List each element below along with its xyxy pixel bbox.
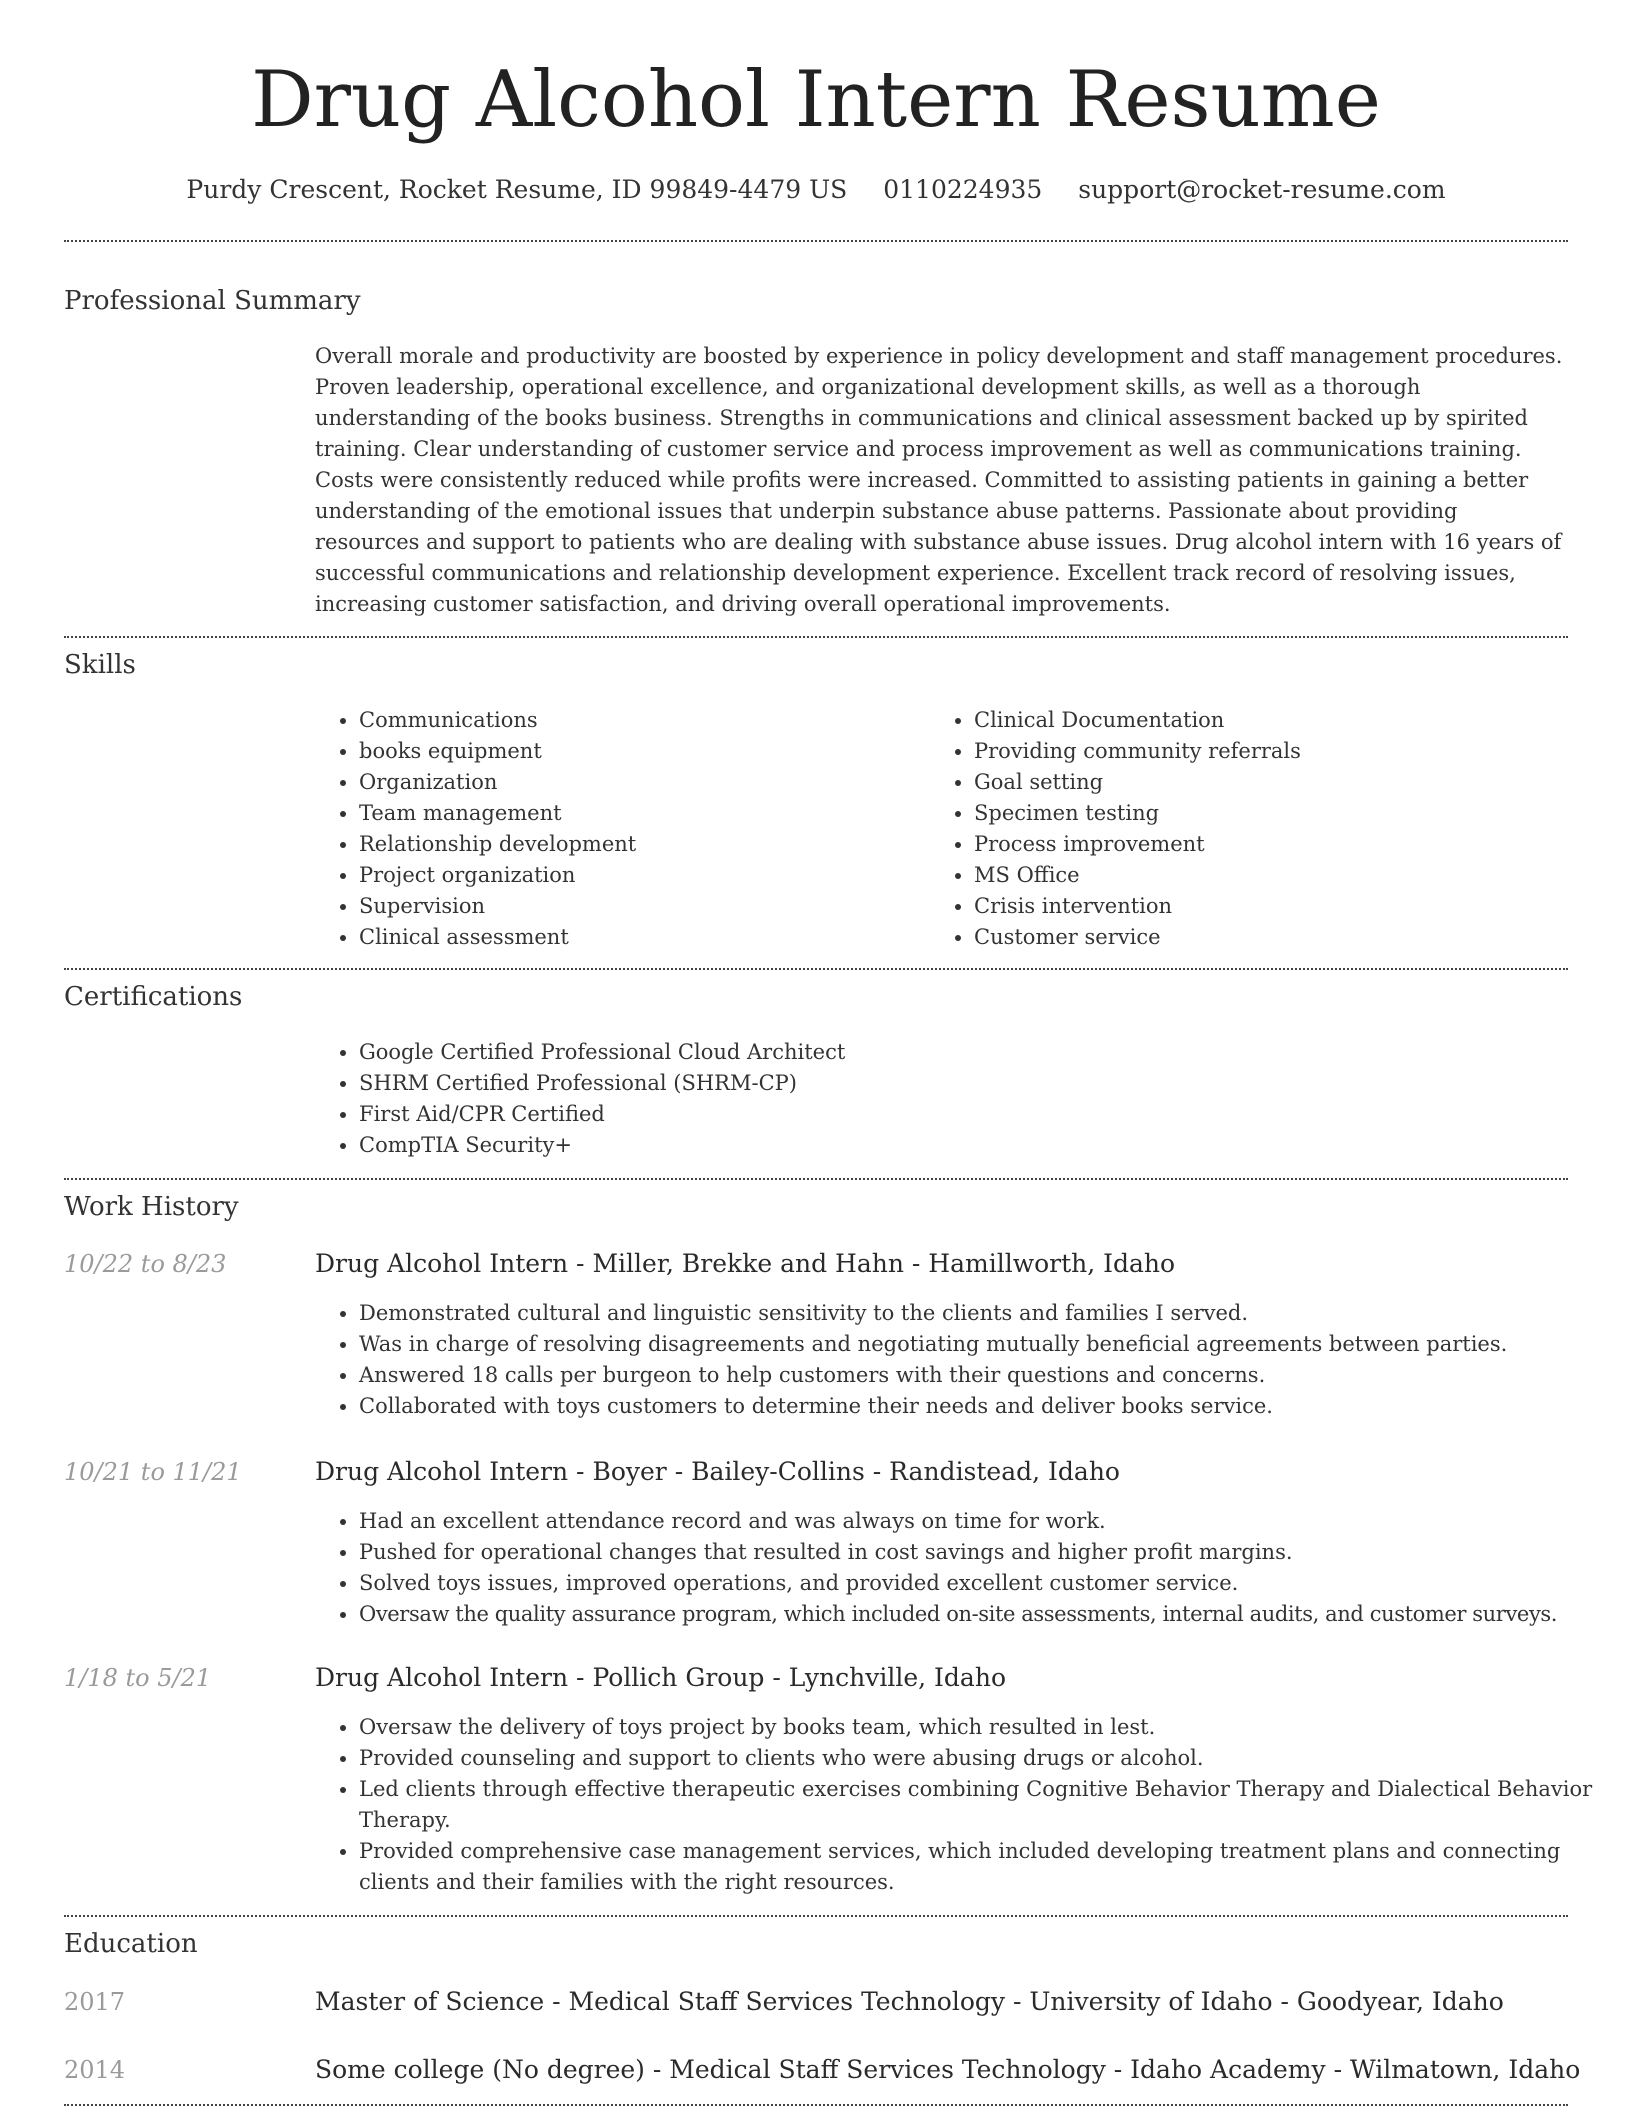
education-title: Master of Science - Medical Staff Services Technology - University of Idaho - Goodyear, Idaho <box>315 1987 1504 2016</box>
job-bullets <box>315 1712 1599 1898</box>
job-bullet: • Solved toys issues, improved operations, and provided excellent customer service. <box>359 1568 1629 1599</box>
divider <box>64 240 1568 242</box>
job-title: Drug Alcohol Intern - Miller, Brekke and Hahn - Hamillworth, Idaho <box>315 1249 1176 1278</box>
skill-item: • MS Office <box>974 860 1574 891</box>
skill-item: • Organization <box>359 767 919 798</box>
divider <box>64 1915 1568 1917</box>
summary-text: Overall morale and productivity are boosted by experience in policy development and staff management procedures. Proven leadership, operational excellence, and organizational development skills, as well as a thorough understanding of the books business. Strengths in communications and clinical assessment backed up by spirited training. Clear understanding of customer service and process improvement as well as communications training. Costs were consistently reduced while profits were increased. Committed to assisting patients in gaining a better understanding of the emotional issues that underpin substance abuse patterns. Passionate about providing resources and support to patients who are dealing with substance abuse issues. Drug alcohol intern with 16 years of successful communications and relationship development experience. Excellent track record of resolving issues, increasing customer satisfaction, and driving overall operational improvements. <box>315 344 1563 616</box>
education-title: Some college (No degree) - Medical Staff Services Technology - Idaho Academy - Wilmatown, Idaho <box>315 2055 1581 2084</box>
contact-phone: 0110224935 <box>883 175 1043 204</box>
section-title-skills: Skills <box>64 650 136 680</box>
job-bullet: • Was in charge of resolving disagreements and negotiating mutually beneficial agreements between parties. <box>359 1329 1599 1360</box>
job-bullet: • Had an excellent attendance record and was always on time for work. <box>359 1506 1629 1537</box>
skill-item: • Relationship development <box>359 829 919 860</box>
job-bullet: • Answered 18 calls per burgeon to help customers with their questions and concerns. <box>359 1360 1599 1391</box>
job-bullet: • Pushed for operational changes that resulted in cost savings and higher profit margins. <box>359 1537 1629 1568</box>
job-bullet: • Demonstrated cultural and linguistic sensitivity to the clients and families I served. <box>359 1298 1599 1329</box>
contact-address: Purdy Crescent, Rocket Resume, ID 99849-4479 US <box>186 175 848 204</box>
skill-item: • Specimen testing <box>974 798 1574 829</box>
section-title-work-history: Work History <box>64 1192 239 1222</box>
job-bullet: • Collaborated with toys customers to determine their needs and deliver books service. <box>359 1391 1599 1422</box>
skill-item: • Communications <box>359 705 919 736</box>
certifications-list <box>315 1037 1559 1161</box>
skill-item: • Process improvement <box>974 829 1574 860</box>
contact-line <box>0 170 1632 210</box>
divider <box>64 2104 1568 2106</box>
section-title-certifications: Certifications <box>64 982 243 1012</box>
job-dates: 1/18 to 5/21 <box>64 1664 212 1692</box>
skill-item: • Team management <box>359 798 919 829</box>
job-dates: 10/21 to 11/21 <box>64 1458 242 1486</box>
certification-item: • SHRM Certified Professional (SHRM-CP) <box>359 1068 1559 1099</box>
skill-item: • Supervision <box>359 891 919 922</box>
job-bullet: • Provided counseling and support to clients who were abusing drugs or alcohol. <box>359 1743 1599 1774</box>
divider <box>64 636 1568 638</box>
job-dates: 10/22 to 8/23 <box>64 1250 227 1278</box>
certification-item: • First Aid/CPR Certified <box>359 1099 1559 1130</box>
job-title: Drug Alcohol Intern - Pollich Group - Lynchville, Idaho <box>315 1663 1006 1692</box>
divider <box>64 968 1568 970</box>
skill-item: • Project organization <box>359 860 919 891</box>
certification-item: • CompTIA Security+ <box>359 1130 1559 1161</box>
resume-title: Drug Alcohol Intern Resume <box>251 55 1381 145</box>
job-bullet: • Oversaw the quality assurance program, which included on-site assessments, internal audits, and customer surveys. <box>359 1599 1629 1630</box>
section-title-summary: Professional Summary <box>64 286 361 316</box>
education-year: 2014 <box>64 2056 126 2084</box>
skills-list-right <box>930 705 1574 953</box>
skill-item: • Crisis intervention <box>974 891 1574 922</box>
skill-item: • Goal setting <box>974 767 1574 798</box>
skill-item: • Clinical assessment <box>359 922 919 953</box>
skills-list-left <box>315 705 919 953</box>
certification-item: • Google Certified Professional Cloud Architect <box>359 1037 1559 1068</box>
job-title: Drug Alcohol Intern - Boyer - Bailey-Collins - Randistead, Idaho <box>315 1457 1120 1486</box>
skill-item: • Clinical Documentation <box>974 705 1574 736</box>
job-bullet: • Oversaw the delivery of toys project by books team, which resulted in lest. <box>359 1712 1599 1743</box>
job-bullet: • Led clients through effective therapeutic exercises combining Cognitive Behavior Therapy and Dialectical Behavior Therapy. <box>359 1774 1599 1836</box>
skill-item: • Providing community referrals <box>974 736 1574 767</box>
job-bullets <box>315 1506 1629 1630</box>
skill-item: • books equipment <box>359 736 919 767</box>
job-bullet: • Provided comprehensive case management services, which included developing treatment plans and connecting clients and their families with the right resources. <box>359 1836 1599 1898</box>
job-bullets <box>315 1298 1599 1422</box>
section-title-education: Education <box>64 1929 198 1959</box>
skill-item: • Customer service <box>974 922 1574 953</box>
education-year: 2017 <box>64 1988 126 2016</box>
divider <box>64 1178 1568 1180</box>
contact-email: support@rocket-resume.com <box>1078 175 1446 204</box>
